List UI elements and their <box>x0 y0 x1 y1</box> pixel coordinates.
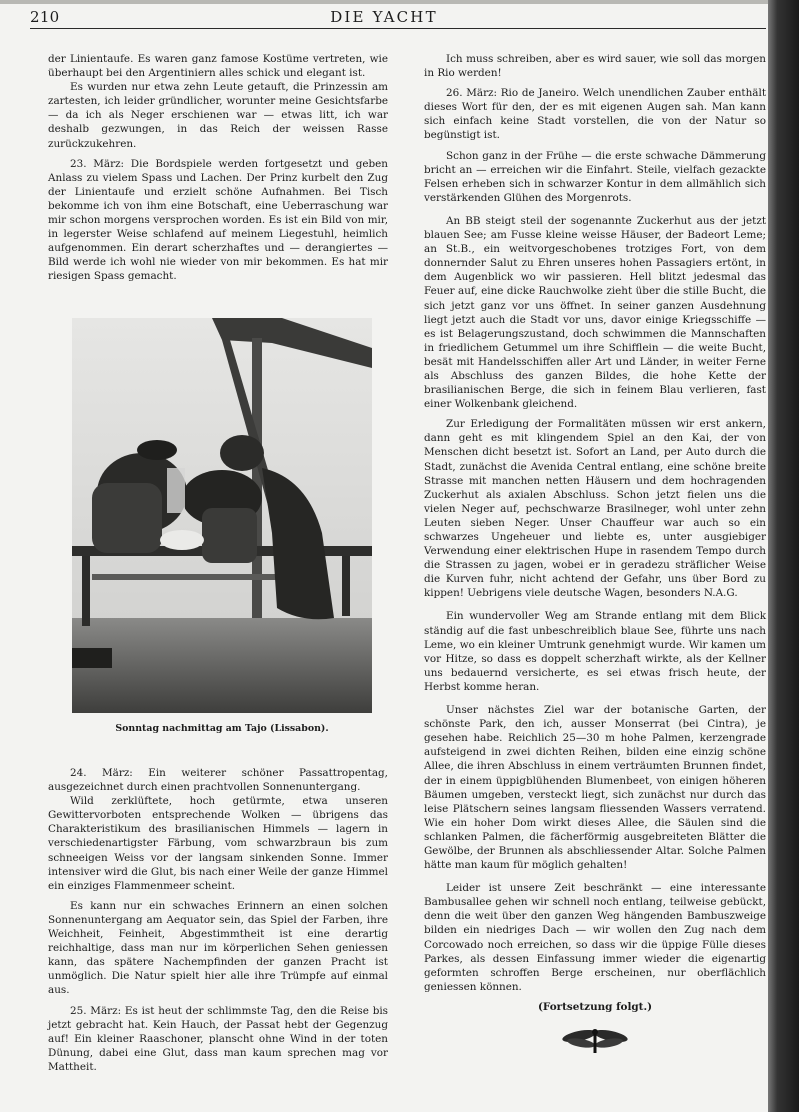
paragraph: Wild zerklüftete, hoch getürmte, etwa unseren Gewittervorboten entsprechende Wolken — übrigens das Charakteristikum des brasilianischen Himmels — lagern in verschiedenartigster Färbung, vom schwarzbraun bis zum schneeigen Weiss vor der langsam sinkenden Sonne. Immer intensiver wird die Glut, bis nach einer Weile der ganze Himmel ein einziges Flammenmeer scheint. <box>48 795 388 892</box>
continued-note: (Fortsetzung folgt.) <box>537 1000 653 1013</box>
paragraph: Unser nächstes Ziel war der botanische Garten, der schönste Park, den ich, ausser Monserrat (bei Cintra), je gesehen habe. Reichlich 25—30 m hohe Palmen, kerzengrade aufsteigend in zwei dichten Reihen, bilden eine einzig schöne Allee, die ihren Abschluss in einem verträumten Brunnen findet, der in einem üppigblühenden Blumenbeet, von einigen höheren Bäumen umgeben, versteckt liegt, sich zunächst nur durch das leise Plätschern seines langsam fliessenden Wassers verratend. Wie ein hoher Dom wirkt dieses Allee, die Säulen sind die schlanken Palmen, die fächerförmig ausgebreiteten Blätter die Gewölbe, der Brunnen als abschliessender Altar. Solche Palmen hätte man kaum für möglich gehalten! <box>424 704 766 872</box>
header-rule <box>30 28 766 29</box>
paragraph: 23. März: Die Bordspiele werden fortgesetzt und geben Anlass zu vielem Spass und Lachen. Der Prinz kurbelt den Zug der Linientaufe und erzielt schöne Aufnahmen. Bei Tisch bekomme ich von ihm eine Botschaft, eine Ueberraschung war mir schon morgens versprochen worden. Es ist ein Bild von mir, in legerster Weise schlafend auf meinem Liegestuhl, heimlich aufgenommen. Ein derart scherzhaftes und — derangiertes — Bild werde ich wohl nie wieder von mir bekommen. Es hat mir riesigen Spass gemacht. <box>48 157 388 283</box>
dragonfly-ornament-icon <box>559 1026 631 1054</box>
photo-caption: Sonntag nachmittag am Tajo (Lissabon). <box>115 723 329 734</box>
photo-illustration <box>72 318 372 713</box>
running-head: DIE YACHT <box>330 8 438 26</box>
paragraph: Es wurden nur etwa zehn Leute getauft, die Prinzessin am zartesten, ich leider gründlicher, worunter meine Gesichtsfarbe — da ich als Neger erschienen war — etwas litt, ich war deshalb gezwungen, in das Reich der weissen Rasse zurückzukehren. <box>48 81 388 150</box>
left-column-top <box>48 52 388 284</box>
left-column-bottom <box>48 766 388 1074</box>
page-top-strip <box>0 0 768 4</box>
paragraph: Leider ist unsere Zeit beschränkt — eine interessante Bambusallee gehen wir schnell noch entlang, teilweise gebückt, denn die weit über den ganzen Weg hängenden Bambuszweige bilden ein niedriges Dach — wir wollen den Zug nach dem Corcowado noch erreichen, so dass wir die üppige Fülle dieses Parkes, als dessen Einfassung immer wieder die eigenartig geformten schroffen Berge erscheinen, nur oberflächlich geniessen können. <box>424 882 766 993</box>
paragraph: der Linientaufe. Es waren ganz famose Kostüme vertreten, wie überhaupt bei den Argentiniern alles schick und elegant ist. <box>48 53 388 80</box>
paragraph: Es kann nur ein schwaches Erinnern an einen solchen Sonnenuntergang am Aequator sein, das Spiel der Farben, ihre Weichheit, Feinheit, Abgestimmtheit ist eine derartig reichhaltige, dass man nur im körperlichen Sehen geniessen kann, das spätere Nachempfinden der ganzen Pracht ist unmöglich. Die Natur spielt hier alle ihre Trümpfe auf einmal aus. <box>48 899 388 997</box>
paragraph: An BB steigt steil der sogenannte Zuckerhut aus der jetzt blauen See; am Fusse kleine weisse Häuser, der Badeort Leme; an St.B., ein weitvorgeschobenes trotziges Fort, von dem donnernder Salut zu Ehren unseres hohen Passagiers ertönt, in dem Augenblick wo wir passieren. Hell blitzt jedesmal das Feuer auf, eine dicke Rauchwolke zieht über die stille Bucht, die sich jetzt ganz vor uns öffnet. In seiner ganzen Ausdehnung liegt jetzt auch die Stadt vor uns, davor einige Kriegsschiffe — es ist Belagerungszustand, doch schwimmen die Mannschaften in friedlichem Getummel um ihre Schifflein — die weite Bucht, besät mit Handelsschiffen aller Art und Länder, in weiter Ferne als Abschluss des ganzen Bildes, die hohe Kette der brasilianischen Berge, die sich in feinem Blau verlieren, fast einer Wolkenbank gleichend. <box>424 214 766 411</box>
paragraph: 24. März: Ein weiterer schöner Passattropentag, ausgezeichnet durch einen prachtvollen Sonnenuntergang. <box>48 767 388 794</box>
right-column <box>424 52 766 1054</box>
paragraph: 25. März: Es ist heut der schlimmste Tag, den die Reise bis jetzt gebracht hat. Kein Hauch, der Passat hebt der Gegenzug auf! Ein kleiner Raaschoner, planscht ohne Wind in der toten Dünung, dabei eine Glut, dass man kaum sprechen mag vor Mattheit. <box>48 1004 388 1073</box>
book-spine-edge <box>768 0 799 1112</box>
paragraph: 26. März: Rio de Janeiro. Welch unendlichen Zauber enthält dieses Wort für den, der es mit eigenen Augen sah. Man kann sich einfach keine Stadt vorstellen, die von der Natur so begünstigt ist. <box>424 87 766 142</box>
paragraph: Ich muss schreiben, aber es wird sauer, wie soll das morgen in Rio werden! <box>424 53 766 80</box>
photograph <box>72 318 372 713</box>
paragraph: Zur Erledigung der Formalitäten müssen wir erst ankern, dann geht es mit klingendem Spiel an den Kai, der von Menschen dicht besetzt ist. Sofort an Land, per Auto durch die Stadt, zunächst die Avenida Central entlang, eine schöne breite Strasse mit manchen netten Häusern und dem hochragenden Zuckerhut als axialen Abschluss. Schon jetzt fielen uns die vielen Neger auf, pechschwarze Brasilneger, wohl unter zehn Leuten sieben Neger. Unser Chauffeur war auch so ein schwarzes Ungeheuer und liebte es, unter ausgiebiger Verwendung einer elektrischen Hupe in rasendem Tempo durch die Strassen zu jagen, wobei er in geradezu sträflicher Weise die Kurven fuhr, nicht achtend der Gefahr, uns über Bord zu kippen! Uebrigens viele deutsche Wagen, besonders N.A.G. <box>424 418 766 600</box>
paragraph: Ein wundervoller Weg am Strande entlang mit dem Blick ständig auf die fast unbeschreiblich blaue See, führte uns nach Leme, wo ein kleiner Umtrunk genehmigt wurde. Wir kamen um vor Hitze, so dass es doppelt scherzhaft wirkte, als der Kellner uns bedauernd versicherte, es sei etwas frisch heute, der Herbst komme heran. <box>424 610 766 693</box>
paragraph: Schon ganz in der Frühe — die erste schwache Dämmerung bricht an — erreichen wir die Einfahrt. Steile, vielfach gezackte Felsen erheben sich in schwarzer Kontur in dem allmählich sich verstärkenden Glühen des Morgenrots. <box>424 149 766 204</box>
page-number: 210 <box>30 8 60 26</box>
